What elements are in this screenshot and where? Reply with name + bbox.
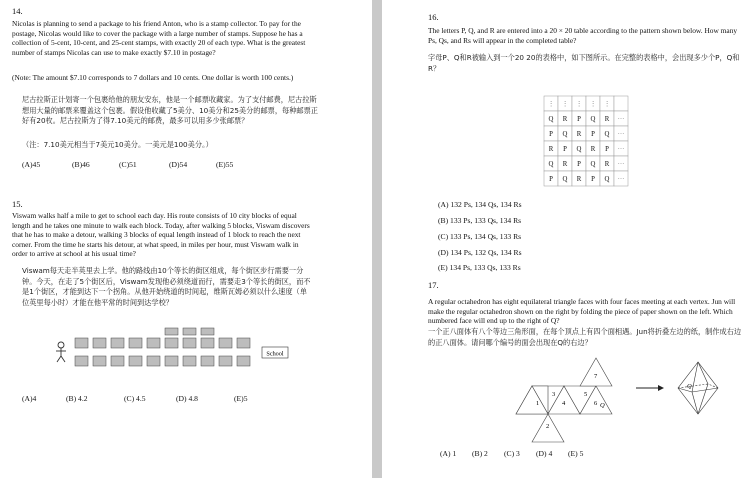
grid-letter: ···	[617, 145, 625, 153]
q15-chinese-text: Viswam每天走半英里去上学。他的路线由10个等长的街区组成，每个街区步行需要一分钟。今天，在走了5个街区后，Viswam发现他必须绕道而行，需要走3个等长的街区，而不是1个街区，才能到达下一个拐角。从他开始绕道的时间起，维斯瓦姆必须以什么速度（单位英里每小时）才能在他平常的时间到达学校？	[22, 266, 311, 307]
q17-number: 17.	[428, 280, 439, 290]
grid-letter: R	[548, 145, 554, 153]
q17-text: A regular octahedron has eight equilateral triangle faces with four faces meeting at each vertex. Jun will make the regular octahedron shown on the right by folding the piece of paper shown on the left. Which numbered face will end up to the right of Q?	[428, 297, 736, 326]
q16-option-b[interactable]: (B) 133 Ps, 133 Qs, 134 Rs	[438, 216, 522, 225]
q17-choices	[440, 449, 583, 458]
grid-letter: Q	[590, 160, 596, 168]
grid-letter: Q	[562, 175, 568, 183]
net-face-7: 7	[594, 373, 598, 380]
grid-cell	[614, 96, 628, 111]
stick-figure-icon	[56, 342, 66, 362]
letter-grid-table	[540, 92, 660, 192]
grid-letter: Q	[590, 115, 596, 123]
q17-choice-a[interactable]: (A) 1	[440, 449, 457, 458]
grid-letter: P	[549, 130, 553, 138]
grid-letter: ⋮	[575, 100, 583, 108]
city-blocks	[75, 328, 250, 366]
grid-letter: R	[576, 130, 582, 138]
q14-number: 14.	[12, 6, 23, 16]
grid-letter: ···	[617, 160, 625, 168]
grid-letter: ···	[617, 115, 625, 123]
q15-choice-e[interactable]: (E)5	[234, 394, 248, 403]
q14-choice-b[interactable]: (B)46	[72, 160, 90, 169]
grid-letter: ···	[617, 130, 625, 138]
q17-choice-c[interactable]: (C) 3	[504, 449, 520, 458]
q15-choices	[22, 394, 248, 403]
grid-letter: R	[590, 145, 596, 153]
q15-text: Viswam walks half a mile to get to school each day. His route consists of 10 city blocks of equal length and he takes one minute to walk each block. Today, after walking 5 blocks, Viswam discovers that he has to make a detour, walking 3 blocks of equal length instead of 1 block to reach the next corner. From the time he starts his detour, at what speed, in miles per hour, must Viswam walk in order to arrive at school at his usual time?	[12, 211, 310, 259]
q14-choice-a[interactable]: (A)45	[22, 160, 41, 169]
school-label: School	[266, 350, 284, 358]
net-face-3: 3	[552, 391, 556, 398]
octahedron-diagram	[422, 358, 722, 448]
q16-option-d[interactable]: (D) 134 Ps, 132 Qs, 134 Rs	[438, 248, 522, 257]
q16-number: 16.	[428, 12, 439, 22]
q15-choice-b[interactable]: (B) 4.2	[66, 394, 88, 403]
net-face-1: 1	[536, 400, 540, 407]
q14-choices	[22, 160, 233, 169]
net-face-5: 5	[584, 391, 588, 398]
right-page	[382, 0, 756, 478]
solid-face-q: Q	[687, 383, 692, 390]
grid-letter: Q	[548, 115, 554, 123]
q17-choice-e[interactable]: (E) 5	[568, 449, 584, 458]
grid-letter: P	[605, 145, 609, 153]
q17-chinese-text: 一个正八面体有八个等边三角形面，在每个顶点上有四个面相遇。Jun将折叠左边的纸，制作成右边的正八面体。请问哪个编号的面会出现在Q的右边？	[428, 327, 742, 347]
grid-letter: P	[591, 175, 595, 183]
grid-letter: ⋮	[547, 100, 555, 108]
net-face-2: 2	[546, 423, 550, 430]
grid-letter: Q	[576, 145, 582, 153]
q15-choice-c[interactable]: (C) 4.5	[124, 394, 146, 403]
q16-text: The letters P, Q, and R are entered into a 20 × 20 table according to the pattern shown below. How many Ps, Qs, and Rs will appear in the completed table?	[428, 26, 738, 45]
grid-letter: R	[562, 115, 568, 123]
grid-letter: P	[577, 115, 581, 123]
q14-chinese-note: （注：7.10美元相当于7美元10美分。一美元是100美分。）	[22, 140, 213, 149]
q16-option-e[interactable]: (E) 134 Ps, 133 Qs, 133 Rs	[438, 263, 521, 272]
q14-chinese-text: 尼古拉斯正计划寄一个包裹给他的朋友安东，他是一个邮票收藏家。为了支付邮费，尼古拉斯想用大量的邮票来覆盖这个包裹。假设他收藏了5美分、10美分和25美分的邮票，每种邮票正好有20枚。尼古拉斯为了得7.10美元的邮费，最多可以用多少张邮票？	[22, 95, 318, 126]
grid-letter: R	[562, 160, 568, 168]
q17-choice-d[interactable]: (D) 4	[536, 449, 553, 458]
grid-letter: ···	[617, 175, 625, 183]
grid-letter: R	[604, 160, 610, 168]
grid-letter: Q	[604, 130, 610, 138]
grid-letter: Q	[562, 130, 568, 138]
grid-letter: Q	[604, 175, 610, 183]
grid-letter: R	[604, 115, 610, 123]
grid-letter: ⋮	[603, 100, 611, 108]
q14-choice-c[interactable]: (C)51	[119, 160, 137, 169]
q16-option-c[interactable]: (C) 133 Ps, 134 Qs, 133 Rs	[438, 232, 522, 241]
q15-choice-a[interactable]: (A)4	[22, 394, 37, 403]
arrow-right-icon	[636, 385, 664, 391]
grid-letter: P	[549, 175, 553, 183]
q17-choice-b[interactable]: (B) 2	[472, 449, 488, 458]
net-face-q: Q	[600, 402, 605, 409]
net-face-4: 4	[562, 400, 566, 407]
q15-number: 15.	[12, 199, 23, 209]
q14-text: Nicolas is planning to send a package to his friend Anton, who is a stamp collector. To pay for the postage, Nicolas would like to cover the package with a large number of stamps. Suppose he has a collection of 5-cent, 10-cent, and 25-cent stamps, with exactly 20 of each type. What is the greatest number of stamps Nicolas can use to make exactly $7.10 in postage?	[12, 19, 306, 57]
grid-letter: P	[577, 160, 581, 168]
grid-letter: P	[563, 145, 567, 153]
grid-letter: ⋮	[561, 100, 569, 108]
grid-letter: P	[591, 130, 595, 138]
grid-letter: R	[576, 175, 582, 183]
q16-option-a[interactable]: (A) 132 Ps, 134 Qs, 134 Rs	[438, 200, 522, 209]
octahedron-solid	[678, 362, 718, 414]
route-diagram	[0, 328, 372, 388]
grid-letter: Q	[548, 160, 554, 168]
q15-choice-d[interactable]: (D) 4.8	[176, 394, 198, 403]
net-face-6: 6	[594, 400, 598, 407]
q14-note: (Note: The amount $7.10 corresponds to 7 dollars and 10 cents. One dollar is worth 100 cents.)	[12, 73, 294, 82]
q16-chinese-text: 字母P、Q和R被输入到一个20 20的表格中，如下图所示。在完整的表格中，会出现多少个P，Q和R？	[428, 53, 740, 73]
q14-choice-d[interactable]: (D)54	[169, 160, 188, 169]
q14-choice-e[interactable]: (E)55	[216, 160, 234, 169]
left-page	[0, 0, 372, 478]
grid-letter: ⋮	[589, 100, 597, 108]
